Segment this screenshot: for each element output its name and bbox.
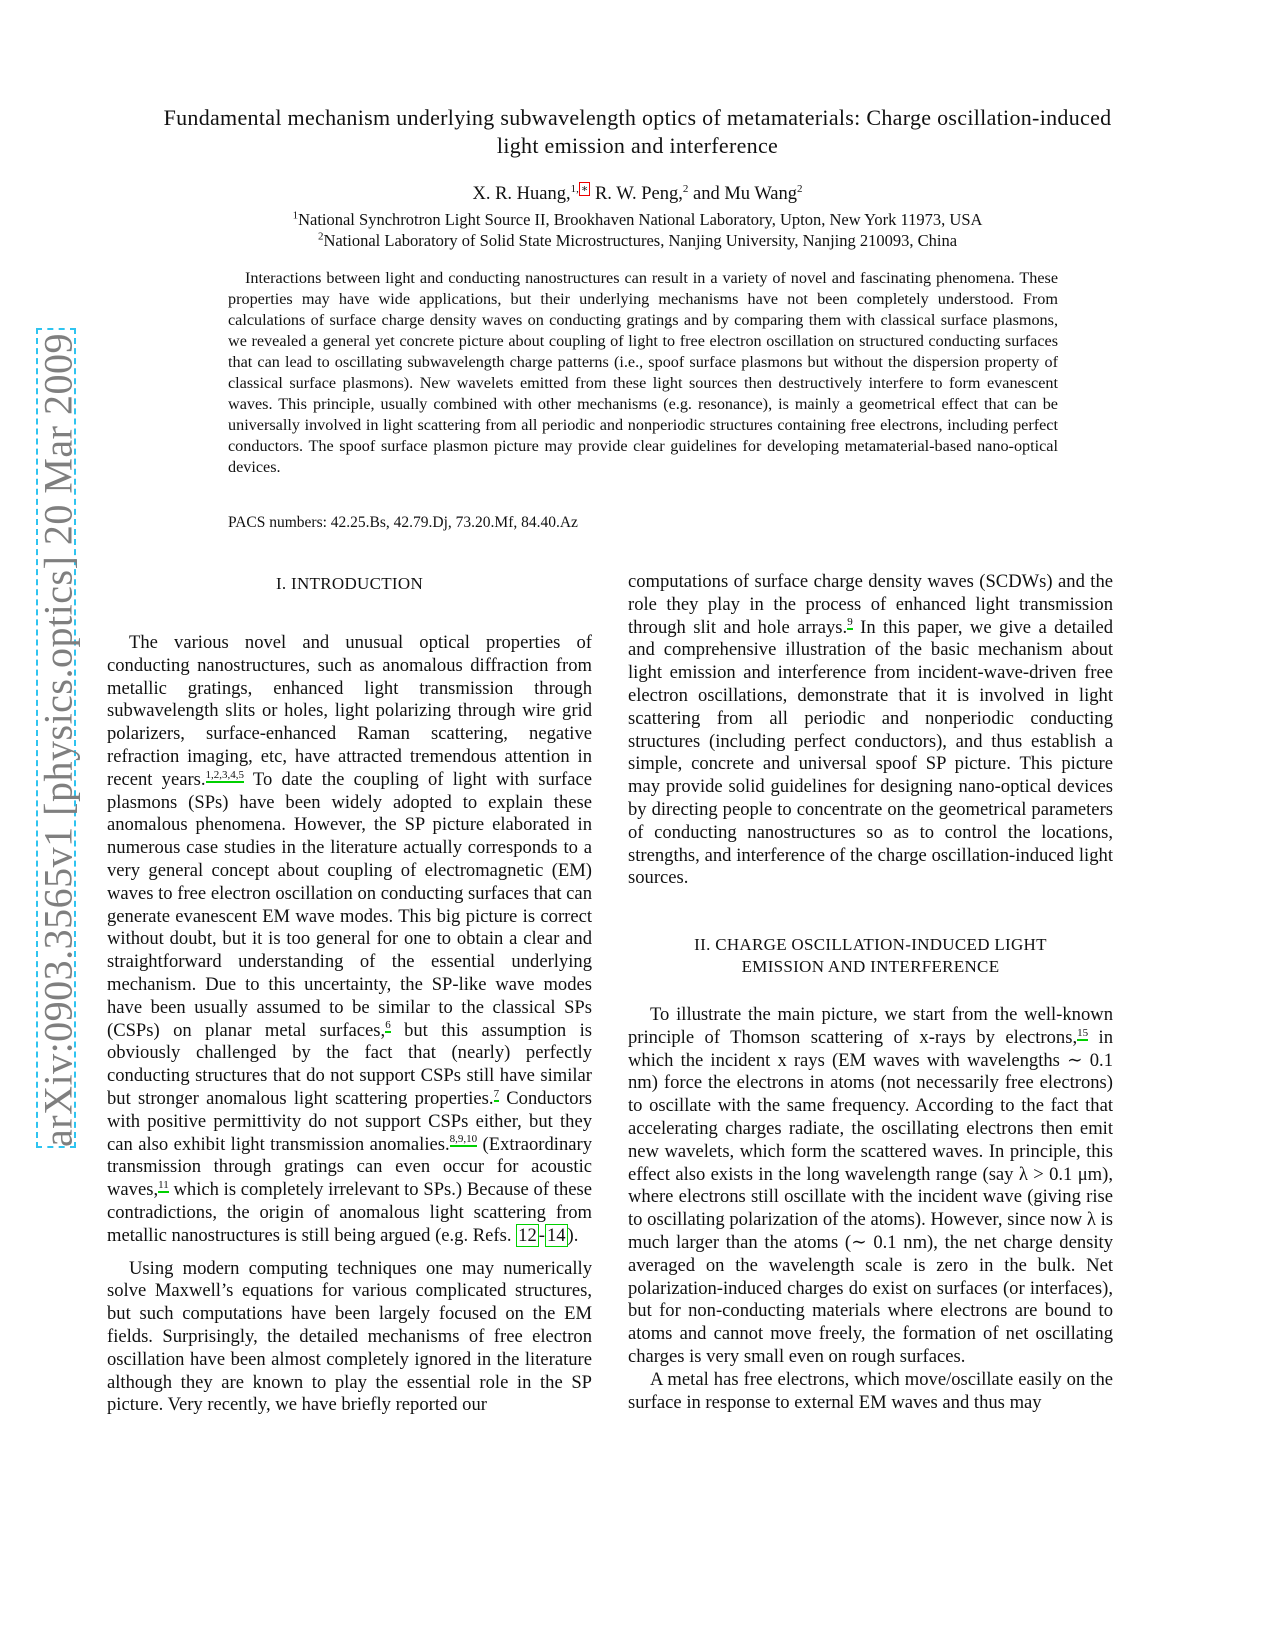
citation-link[interactable]: 14 (546, 1224, 566, 1246)
intro-paragraph-2: Using modern computing techniques one may numerically solve Maxwell’s equations for various complicated structures, but such computations have been largely focused on the EM fields. Surprisingly, the detailed mechanisms of free electron oscillation have been almost completely ignored in the literature although they are known to play the essential role in the SP picture. Very recently, we have briefly reported our (107, 1257, 592, 1416)
text-run: in which the incident x rays (EM waves with wavelengths ∼ 0.1 nm) force the electrons in atoms (not necessarily free electrons) to oscillate with the same frequency. According to the fact that accelerating charges radiate, the oscillating electrons then emit new wavelets, which form the scattered waves. In principle, this effect also exists in the long wavelength range (say λ > 0.1 μm), where electrons still oscillate with the incident wave (giving rise to oscillating polarization of the atoms). However, since now λ is much larger than the atoms (∼ 0.1 nm), the net charge density averaged on the wavelength scale is zero in the bulk. Net polarization-induced charges do exist on surfaces (or interfaces), but for non-conducting materials where electrons are bound to atoms and cannot move freely, the formation of net oscillating charges is very small even on rough surfaces. (628, 1026, 1113, 1367)
citation-link[interactable]: 9 (847, 616, 853, 629)
author-peng: R. W. Peng, (590, 184, 683, 204)
affiliation-1-text: National Synchrotron Light Source II, Brookhaven National Laboratory, Upton, New York 11973, USA (298, 210, 983, 229)
citation-link[interactable]: 12 (518, 1224, 537, 1246)
affiliation-2-sup: 2 (317, 230, 324, 243)
section-heading-line-2: EMISSION AND INTERFERENCE (741, 957, 1000, 976)
section-2-paragraph-2: A metal has free electrons, which move/oscillate easily on the surface in response to external EM waves and thus may (628, 1368, 1113, 1413)
affiliation-1 (150, 210, 1125, 230)
text-run: To date the coupling of light with surface plasmons (SPs) have been widely adopted to explain these anomalous phenomena. However, the SP picture elaborated in numerous case studies in the literature actually corresponds to a very general concept about coupling of electromagnetic (EM) waves to free electron oscillation on conducting surfaces that can generate evanescent EM wave modes. This big picture is correct without doubt, but it is too general for one to obtain a clear and straightforward understanding of the essential underlying mechanism. Due to this uncertainty, the SP-like wave modes have been usually assumed to be similar to the classical SPs (CSPs) on planar metal surfaces, (107, 768, 592, 1041)
author-line (150, 184, 1125, 205)
text-run: The various novel and unusual optical properties of conducting nanostructures, such as anomalous diffraction from metallic gratings, enhanced light transmission through subwavelength slits or holes, light polarizing through wire grid polarizers, surface-enhanced Raman scattering, negative refraction imaging, etc, have attracted tremendous attention in recent years. (107, 632, 592, 790)
pacs-numbers: PACS numbers: 42.25.Bs, 42.79.Dj, 73.20.Mf, 84.40.Az (228, 514, 578, 531)
section-2-body (628, 1004, 1113, 1414)
text-run: Conductors with positive permittivity do not support CSPs either, but they can also exhibit light transmission anomalies. (107, 1087, 592, 1155)
intro-paragraph-3 (628, 571, 1113, 890)
abstract (228, 268, 1058, 478)
section-2-paragraph-1 (628, 1004, 1113, 1369)
text-run: which is completely irrelevant to SPs.) Because of these contradictions, the origin of anomalous light scattering from metallic nanostructures is still being argued (e.g. Refs. (107, 1179, 592, 1246)
affiliation-2 (150, 231, 1125, 251)
text-run: To illustrate the main picture, we start from the well-known principle of Thomson scattering of x-rays by electrons, (628, 1004, 1113, 1048)
text-run: but this assumption is obviously challenged by the fact that (nearly) perfectly conducting structures that do not support CSPs still have similar but stronger anomalous light scattering properties. (107, 1019, 592, 1109)
left-column (107, 632, 592, 1417)
text-run: - (538, 1224, 545, 1246)
author-peng-affil: 2 (682, 182, 689, 195)
text-run: computations of surface charge density waves (SCDWs) and the role they play in the process of enhanced light transmission through slit and hole arrays. (628, 571, 1113, 638)
intro-paragraph-1 (107, 632, 592, 1248)
citation-link[interactable]: 7 (493, 1087, 500, 1100)
citation-link[interactable]: 6 (385, 1019, 391, 1032)
citation-link[interactable]: 15 (1077, 1026, 1089, 1039)
text-run: (Extraordinary transmission through gratings can even occur for acoustic waves, (107, 1133, 592, 1201)
text-run: In this paper, we give a detailed and comprehensive illustration of the basic mechanism about light emission and interference from incident-wave-driven free electron oscillations, demonstrate that it is involved in light scattering from all periodic and nonperiodic conducting structures (including perfect conductors), and thus establish a simple, concrete and universal spoof SP picture. This picture may provide solid guidelines for designing nano-optical devices by directing people to concentrate on the geometrical parameters of conducting nanostructures so as to control the locations, strengths, and interference of the charge oscillation-induced light sources. (628, 616, 1113, 889)
section-heading-line-1: II. CHARGE OSCILLATION-INDUCED LIGHT (694, 935, 1047, 954)
author-huang: X. R. Huang, (472, 184, 571, 204)
text-run: ). (567, 1224, 579, 1246)
paper-title: Fundamental mechanism underlying subwavelength optics of metamaterials: Charge oscillation-induced light emission and interference (163, 105, 1112, 158)
affiliation-2-text: National Laboratory of Solid State Microstructures, Nanjing University, Nanjing 210093, China (323, 231, 958, 250)
citation-link[interactable]: 1,2,3,4,5 (205, 768, 245, 781)
section-heading-charge-oscillation (628, 934, 1113, 978)
abstract-text: Interactions between light and conducting nanostructures can result in a variety of novel and fascinating phenomena. These properties may have wide applications, but their underlying mechanisms have not been completely understood. From calculations of surface charge density waves on conducting gratings and by comparing them with classical surface plasmons, we revealed a general yet concrete picture about coupling of light to free electron oscillation on structured conducting surfaces that can lead to oscillating subwavelength charge patterns (i.e., spoof surface plasmons but without the dispersion property of classical surface plasmons). New wavelets emitted from these light sources then destructively interfere to form evanescent waves. This principle, usually combined with other mechanisms (e.g. resonance), is mainly a geometrical effect that can be universally involved in light scattering from all periodic and nonperiodic structures containing free electrons, including perfect conductors. The spoof surface plasmon picture may provide clear guidelines for developing metamaterial-based nano-optical devices. (228, 269, 1058, 476)
citation-link[interactable]: 11 (158, 1178, 169, 1191)
citation-link[interactable]: 8,9,10 (449, 1133, 478, 1146)
author-wang-affil: 2 (797, 182, 803, 195)
affiliation-1-sup: 1 (292, 209, 299, 222)
arxiv-stamp[interactable]: arXiv:0903.3565v1 [physics.optics] 20 Mar 2009 (35, 332, 81, 1148)
section-heading-introduction: I. INTRODUCTION (275, 574, 424, 593)
author-huang-affil: 1, (570, 182, 579, 195)
right-column (628, 571, 1113, 890)
corresponding-author-link[interactable]: ∗ (580, 182, 589, 195)
arxiv-stamp-box (35, 328, 81, 1148)
author-wang: and Mu Wang (688, 184, 798, 204)
